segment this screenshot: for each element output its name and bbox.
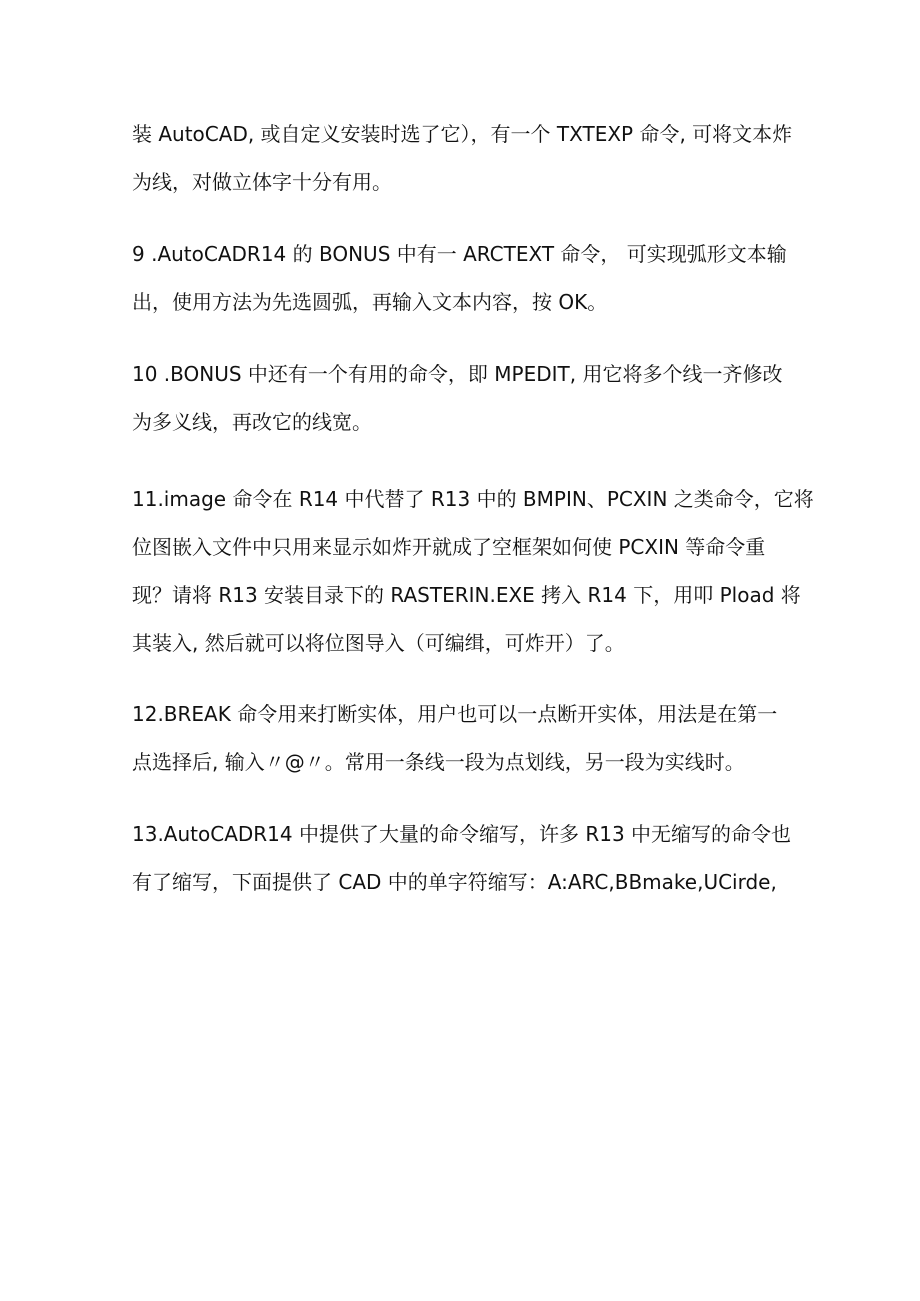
paragraph-break-command (132, 690, 812, 786)
text-line: 9 .AutoCADR14 的 BONUS 中有一 ARCTEXT 命令， 可实现弧形文本输 (132, 242, 787, 266)
text-line: 10 .BONUS 中还有一个有用的命令，即 MPEDIT, 用它将多个线一齐修改 (132, 362, 783, 386)
text-line: 点选择后, 输入〃@〃。常用一条线一段为点划线，另一段为实线时。 (132, 750, 745, 774)
paragraph-txtexp (132, 110, 812, 206)
paragraph-mpedit (132, 350, 812, 446)
text-line: 13.AutoCADR14 中提供了大量的命令缩写，许多 R13 中无缩写的命令也 (132, 822, 792, 846)
paragraph-image-command (132, 475, 812, 667)
text-line: 12.BREAK 命令用来打断实体，用户也可以一点断开实体，用法是在第一 (132, 702, 778, 726)
text-line: 为多义线，再改它的线宽。 (132, 410, 372, 434)
paragraph-arctext (132, 230, 812, 326)
text-line: 其装入, 然后就可以将位图导入（可编缉，可炸开）了。 (132, 631, 625, 655)
text-line: 现？请将 R13 安装目录下的 RASTERIN.EXE 拷入 R14 下，用叩 Pload 将 (132, 583, 801, 607)
text-line: 位图嵌入文件中只用来显示如炸开就成了空框架如何使 PCXIN 等命令重 (132, 535, 766, 559)
text-line: 装 AutoCAD, 或自定义安装时选了它），有一个 TXTEXP 命令, 可将文本炸 (132, 122, 793, 146)
text-line: 11.image 命令在 R14 中代替了 R13 中的 BMPIN、PCXIN 之类命令，它将 (132, 487, 814, 511)
text-line: 为线，对做立体字十分有用。 (132, 170, 392, 194)
text-line: 出，使用方法为先选圆弧，再输入文本内容，按 OK。 (132, 290, 608, 314)
text-line: 有了缩写，下面提供了 CAD 中的单字符缩写：A:ARC,BBmake,UCirde, (132, 870, 777, 894)
paragraph-command-abbreviations (132, 810, 812, 906)
